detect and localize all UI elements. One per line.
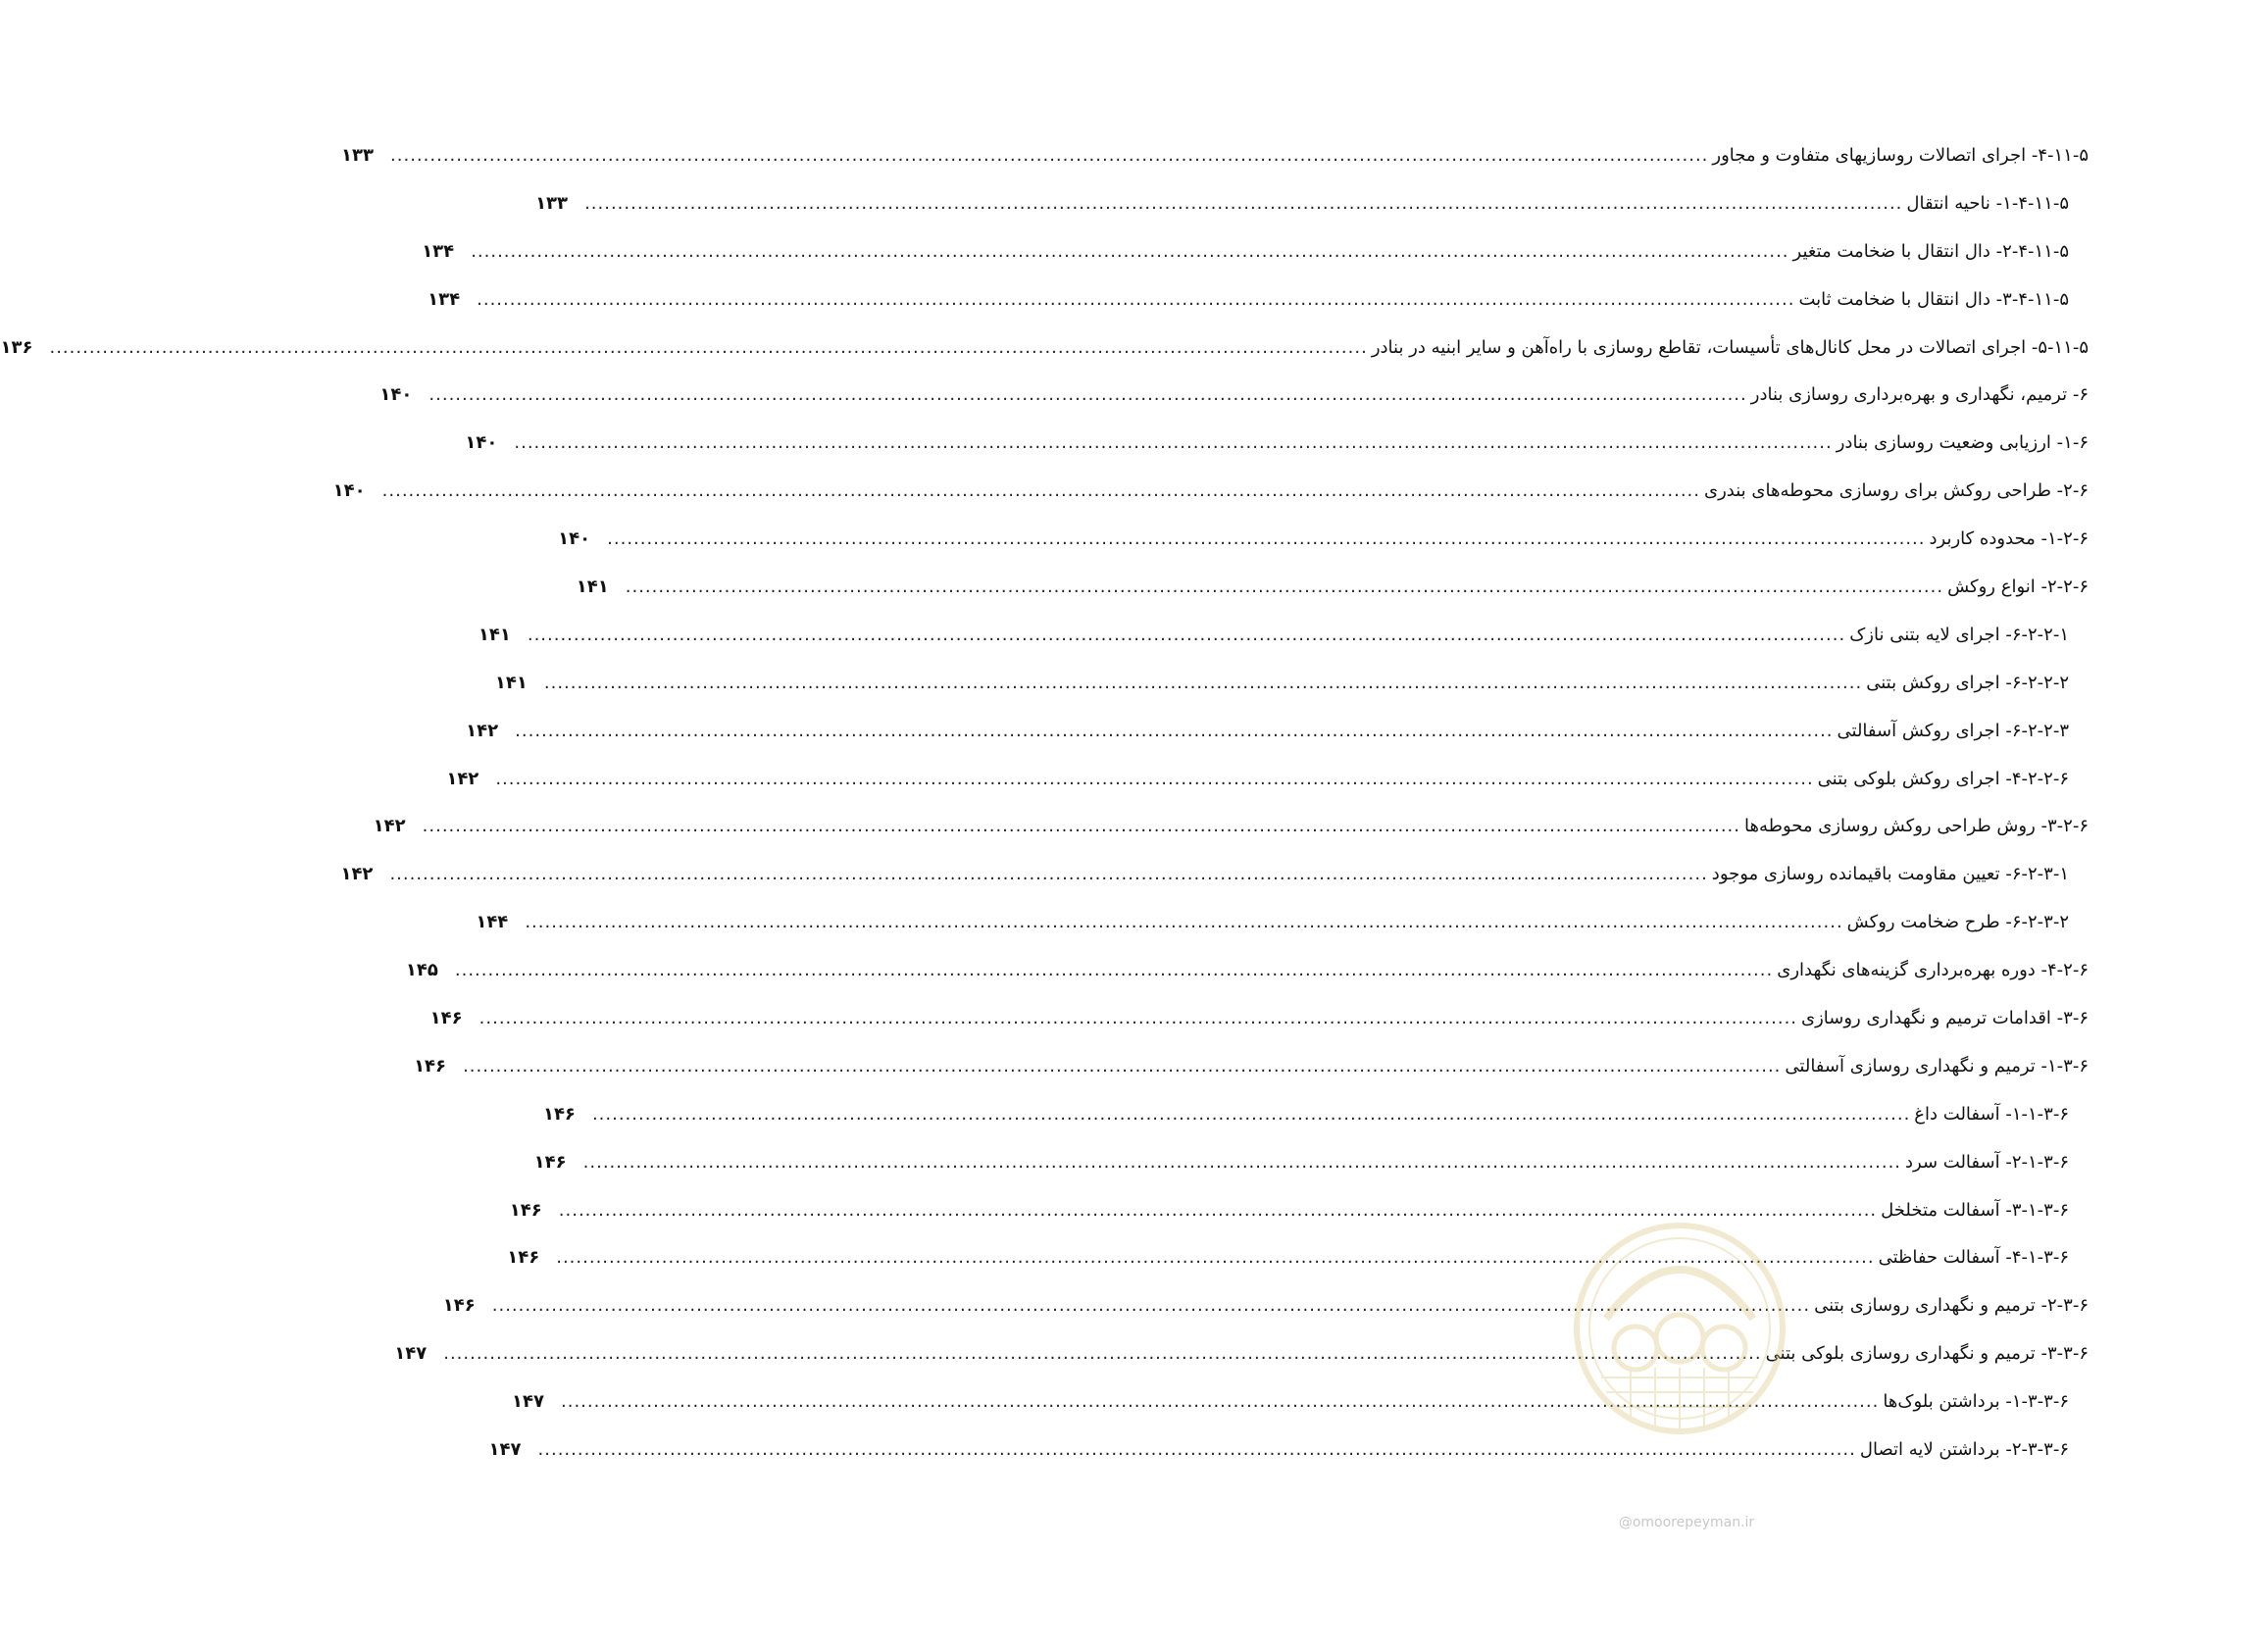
toc-entry	[341, 145, 2089, 193]
toc-entry-title: ۴-۲-۶- دوره بهره‌برداری گزینه‌های نگهداری	[1777, 960, 2089, 981]
toc-dot-leader: ........................................................................................................................................................................................................	[495, 768, 1814, 789]
toc-entry-page-number: ۱۴۰	[558, 528, 591, 550]
toc-dot-leader: ........................................................................................................................................................................................................	[625, 576, 1944, 598]
toc-entry	[465, 432, 2089, 480]
toc-entry-title: ۲-۶- طراحی روکش برای روسازی محوطه‌های بندری	[1704, 480, 2089, 502]
toc-dot-leader: ........................................................................................................................................................................................................	[478, 1008, 1798, 1029]
toc-entry-title: ۴-۱۱-۵- اجرای اتصالات روسازیهای متفاوت و مجاور	[1712, 145, 2089, 166]
toc-entry	[422, 240, 2089, 289]
toc-entry-title: ۱-۳-۳-۶- برداشتن بلوک‌ها	[1883, 1391, 2069, 1413]
toc-entry-page-number: ۱۴۶	[533, 1151, 567, 1173]
toc-entry-title: ۲-۳-۳-۶- برداشتن لایه اتصال	[1859, 1439, 2069, 1461]
toc-entry-title: ۳-۱-۳-۶- آسفالت متخلخل	[1881, 1199, 2069, 1221]
toc-entry-page-number: ۱۴۱	[494, 672, 528, 693]
toc-entry	[373, 816, 2089, 864]
toc-dot-leader: ........................................................................................................................................................................................................	[514, 432, 1833, 454]
toc-entry-page-number: ۱۴۱	[478, 624, 511, 645]
toc-entry-title: ۳-۴-۱۱-۵- دال انتقال با ضخامت ثابت	[1798, 288, 2069, 310]
watermark-url: @omoorepeyman.ir	[1618, 1515, 1755, 1530]
toc-entry-page-number: ۱۴۲	[466, 720, 499, 741]
toc-entry-title: ۳-۶- اقدامات ترمیم و نگهداری روسازی	[1801, 1008, 2089, 1029]
toc-entry-page-number: ۱۳۳	[341, 145, 375, 166]
toc-entry	[414, 1055, 2089, 1104]
toc-entry-page-number: ۱۴۷	[512, 1391, 544, 1413]
toc-entry-title: ۲-۴-۱۱-۵- دال انتقال با ضخامت متغیر	[1792, 240, 2069, 262]
toc-entry-page-number: ۱۴۵	[405, 960, 438, 981]
toc-dot-leader: ........................................................................................................................................................................................................	[525, 912, 1843, 933]
toc-entry-page-number: ۱۴۰	[332, 480, 366, 502]
toc-entry-page-number: ۱۴۶	[429, 1008, 463, 1029]
toc-dot-leader: ........................................................................................................................................................................................................	[422, 816, 1740, 837]
toc-dot-leader: ........................................................................................................................................................................................................	[543, 672, 1863, 693]
toc-entry	[478, 624, 2089, 673]
toc-dot-leader: ........................................................................................................................................................................................................	[491, 1295, 1811, 1317]
toc-entry	[535, 192, 2089, 241]
toc-entry	[429, 1008, 2089, 1056]
toc-dot-leader: ........................................................................................................................................................................................................	[471, 240, 1789, 262]
toc-entry-title: ۲-۱-۳-۶- آسفالت سرد	[1905, 1151, 2069, 1173]
toc-entry-page-number: ۱۴۲	[446, 768, 479, 789]
toc-dot-leader: ........................................................................................................................................................................................................	[537, 1439, 1856, 1461]
toc-dot-leader: ........................................................................................................................................................................................................	[49, 336, 1368, 358]
toc-entry-title: ۶-۲-۳-۱- تعیین مقاومت باقیمانده روسازی موجود	[1711, 864, 2069, 885]
toc-entry-page-number: ۱۳۴	[422, 240, 455, 262]
toc-entry-page-number: ۱۴۶	[507, 1247, 540, 1269]
toc-entry-title: ۱-۱-۳-۶- آسفالت داغ	[1914, 1103, 2069, 1125]
toc-dot-leader: ........................................................................................................................................................................................................	[381, 480, 1700, 502]
toc-dot-leader: ........................................................................................................................................................................................................	[591, 1103, 1911, 1125]
toc-entry-page-number: ۱۴۴	[476, 912, 509, 933]
toc-entry-title: ۱-۶- ارزیابی وضعیت روسازی بنادر	[1836, 432, 2089, 454]
toc-dot-leader: ........................................................................................................................................................................................................	[477, 288, 1795, 310]
toc-entry	[488, 1439, 2089, 1487]
toc-entry	[428, 288, 2089, 337]
toc-dot-leader: ........................................................................................................................................................................................................	[515, 720, 1834, 741]
toc-dot-leader: ........................................................................................................................................................................................................	[389, 864, 1708, 885]
toc-entry-page-number: ۱۳۶	[0, 336, 33, 358]
toc-entry	[405, 960, 2089, 1008]
toc-entry-title: ۲-۳-۶- ترمیم و نگهداری روسازی بتنی	[1814, 1295, 2089, 1317]
toc-dot-leader: ........................................................................................................................................................................................................	[390, 145, 1709, 166]
toc-entry-page-number: ۱۴۶	[542, 1103, 576, 1125]
toc-entry-title: ۱-۴-۱۱-۵- ناحیه انتقال	[1906, 192, 2069, 214]
toc-entry-title: ۳-۳-۶- ترمیم و نگهداری روسازی بلوکی بتنی	[1765, 1343, 2089, 1365]
toc-dot-leader: ........................................................................................................................................................................................................	[556, 1247, 1875, 1269]
toc-entry-title: ۵-۱۱-۵- اجرای اتصالات در محل کانال‌های تأسیسات، تقاطع روسازی با راه‌آهن و سایر ابنیه در بنادر	[1371, 336, 2089, 358]
toc-entry	[340, 864, 2089, 912]
toc-entry-title: ۶-۲-۳-۲- طرح ضخامت روکش	[1846, 912, 2069, 933]
toc-entry-page-number: ۱۴۶	[414, 1055, 447, 1076]
toc-entry	[476, 912, 2089, 960]
toc-entry-page-number: ۱۴۰	[465, 432, 498, 454]
toc-dot-leader: ........................................................................................................................................................................................................	[428, 384, 1747, 406]
toc-entry-title: ۶-۲-۲-۳- اجرای روکش آسفالتی	[1837, 720, 2069, 741]
toc-entry-title: ۶- ترمیم، نگهداری و بهره‌برداری روسازی بنادر	[1750, 384, 2089, 406]
toc-dot-leader: ........................................................................................................................................................................................................	[527, 624, 1846, 645]
toc-entry-title: ۶-۲-۲-۱- اجرای لایه بتنی نازک	[1849, 624, 2069, 645]
toc-entry-page-number: ۱۴۷	[488, 1439, 522, 1461]
toc-entry-page-number: ۱۴۶	[442, 1295, 476, 1317]
toc-entry-page-number: ۱۴۲	[340, 864, 374, 885]
toc-entry	[332, 480, 2089, 528]
toc-entry-page-number: ۱۴۱	[576, 576, 609, 598]
toc-entry	[533, 1151, 2089, 1200]
toc-entry-title: ۶-۲-۲-۲- اجرای روکش بتنی	[1866, 672, 2069, 693]
toc-dot-leader: ........................................................................................................................................................................................................	[607, 528, 1926, 550]
toc-entry	[379, 384, 2089, 432]
toc-dot-leader: ........................................................................................................................................................................................................	[558, 1199, 1878, 1221]
toc-entry-title: ۲-۲-۶- انواع روکش	[1947, 576, 2089, 598]
toc-dot-leader: ........................................................................................................................................................................................................	[561, 1391, 1880, 1413]
toc-entry	[542, 1103, 2089, 1152]
toc-dot-leader: ........................................................................................................................................................................................................	[463, 1055, 1782, 1076]
toc-entry	[494, 672, 2089, 721]
toc-entry-page-number: ۱۴۰	[379, 384, 413, 406]
toc-entry	[558, 528, 2089, 576]
toc-dot-leader: ........................................................................................................................................................................................................	[584, 192, 1903, 214]
toc-entry-title: ۳-۲-۶- روش طراحی روکش روسازی محوطه‌ها	[1744, 816, 2089, 837]
toc-entry-title: ۱-۲-۶- محدوده کاربرد	[1929, 528, 2089, 550]
toc-entry-title: ۴-۱-۳-۶- آسفالت حفاظتی	[1878, 1247, 2069, 1269]
toc-entry-page-number: ۱۳۳	[535, 192, 569, 214]
toc-dot-leader: ........................................................................................................................................................................................................	[454, 960, 1774, 981]
toc-dot-leader: ........................................................................................................................................................................................................	[582, 1151, 1902, 1173]
toc-entry-title: ۴-۲-۲-۶- اجرای روکش بلوکی بتنی	[1817, 768, 2069, 789]
toc-dot-leader: ........................................................................................................................................................................................................	[443, 1343, 1762, 1365]
toc-entry	[446, 768, 2089, 817]
toc-entry-page-number: ۱۴۲	[373, 816, 406, 837]
watermark-logo	[1567, 1201, 1792, 1446]
toc-entry-title: ۱-۳-۶- ترمیم و نگهداری روسازی آسفالتی	[1785, 1055, 2089, 1076]
toc-entry-page-number: ۱۴۶	[509, 1199, 542, 1221]
toc-entry	[576, 576, 2089, 625]
toc-entry-page-number: ۱۳۴	[428, 288, 461, 310]
toc-entry	[0, 336, 2089, 385]
toc-entry	[466, 720, 2089, 769]
toc-entry-page-number: ۱۴۷	[394, 1343, 428, 1365]
